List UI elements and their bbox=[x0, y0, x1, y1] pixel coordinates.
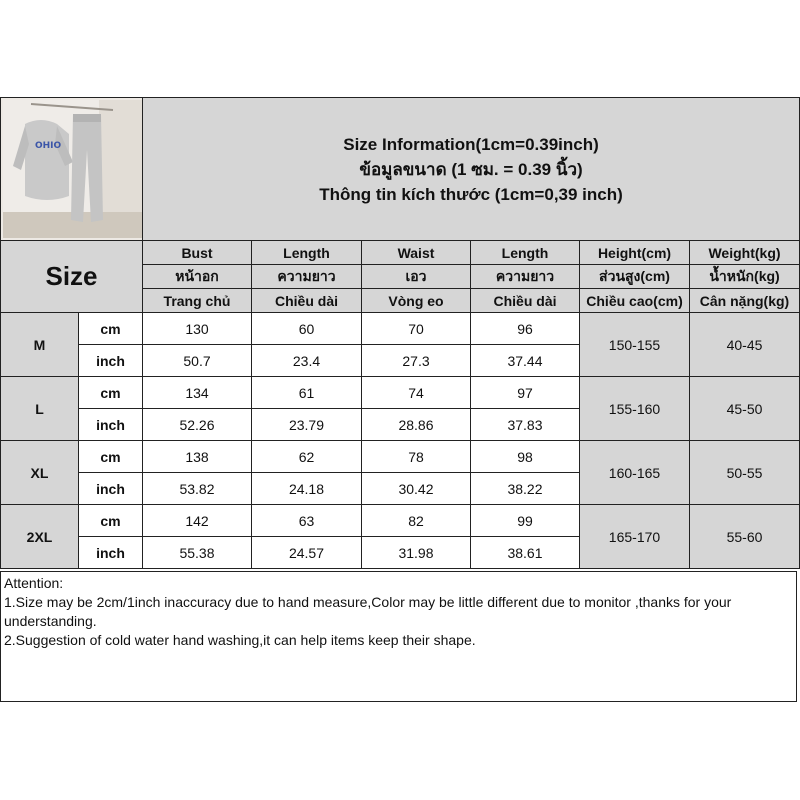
cell-length2-cm: 99 bbox=[471, 505, 580, 537]
size-label: M bbox=[1, 313, 79, 377]
size-label: 2XL bbox=[1, 505, 79, 569]
cell-bust-cm: 142 bbox=[143, 505, 252, 537]
col-header-vi: Chiều dài bbox=[252, 289, 362, 313]
cell-bust-cm: 130 bbox=[143, 313, 252, 345]
attention-heading: Attention: bbox=[4, 575, 64, 591]
unit-inch: inch bbox=[79, 409, 143, 441]
cell-length-cm: 61 bbox=[252, 377, 362, 409]
title-english: Size Information(1cm=0.39inch) bbox=[343, 134, 599, 154]
cell-length2-cm: 97 bbox=[471, 377, 580, 409]
col-header-th: ความยาว bbox=[471, 265, 580, 289]
cell-waist-inch: 27.3 bbox=[362, 345, 471, 377]
cell-height: 160-165 bbox=[580, 441, 690, 505]
unit-inch: inch bbox=[79, 473, 143, 505]
cell-waist-cm: 74 bbox=[362, 377, 471, 409]
col-header-vi: Chiều dài bbox=[471, 289, 580, 313]
cell-bust-inch: 50.7 bbox=[143, 345, 252, 377]
unit-inch: inch bbox=[79, 537, 143, 569]
cell-length2-cm: 98 bbox=[471, 441, 580, 473]
col-header-en: Weight(kg) bbox=[690, 241, 800, 265]
cell-waist-inch: 30.42 bbox=[362, 473, 471, 505]
cell-bust-inch: 52.26 bbox=[143, 409, 252, 441]
size-label: XL bbox=[1, 441, 79, 505]
attention-notes bbox=[0, 571, 797, 702]
cell-length2-inch: 37.83 bbox=[471, 409, 580, 441]
cell-bust-inch: 55.38 bbox=[143, 537, 252, 569]
col-header-vi: Vòng eo bbox=[362, 289, 471, 313]
table-row bbox=[1, 441, 800, 473]
title-vietnamese: Thông tin kích thước (1cm=0,39 inch) bbox=[319, 184, 623, 204]
table-row bbox=[1, 505, 800, 537]
cell-weight: 55-60 bbox=[690, 505, 800, 569]
size-table bbox=[0, 97, 800, 569]
cell-bust-cm: 134 bbox=[143, 377, 252, 409]
col-header-vi: Trang chủ bbox=[143, 289, 252, 313]
title-block bbox=[143, 98, 800, 241]
product-photo-cell bbox=[1, 98, 143, 241]
cell-height: 165-170 bbox=[580, 505, 690, 569]
cell-length-cm: 62 bbox=[252, 441, 362, 473]
cell-bust-cm: 138 bbox=[143, 441, 252, 473]
cell-height: 150-155 bbox=[580, 313, 690, 377]
size-label: L bbox=[1, 377, 79, 441]
cell-length-cm: 60 bbox=[252, 313, 362, 345]
col-header-th: เอว bbox=[362, 265, 471, 289]
col-header-en: Waist bbox=[362, 241, 471, 265]
table-row bbox=[1, 377, 800, 409]
cell-bust-inch: 53.82 bbox=[143, 473, 252, 505]
col-header-vi: Cân nặng(kg) bbox=[690, 289, 800, 313]
svg-text:OHIO: OHIO bbox=[35, 141, 62, 151]
col-header-th: ส่วนสูง(cm) bbox=[580, 265, 690, 289]
col-header-en: Length bbox=[252, 241, 362, 265]
unit-cm: cm bbox=[79, 377, 143, 409]
cell-waist-inch: 28.86 bbox=[362, 409, 471, 441]
size-header: Size bbox=[1, 241, 143, 313]
cell-weight: 45-50 bbox=[690, 377, 800, 441]
col-header-en: Bust bbox=[143, 241, 252, 265]
cell-length-inch: 24.18 bbox=[252, 473, 362, 505]
cell-height: 155-160 bbox=[580, 377, 690, 441]
cell-weight: 50-55 bbox=[690, 441, 800, 505]
col-header-en: Length bbox=[471, 241, 580, 265]
col-header-en: Height(cm) bbox=[580, 241, 690, 265]
attention-note-2: 2.Suggestion of cold water hand washing,it can help items keep their shape. bbox=[4, 632, 476, 648]
size-chart bbox=[0, 97, 799, 703]
cell-waist-inch: 31.98 bbox=[362, 537, 471, 569]
cell-waist-cm: 70 bbox=[362, 313, 471, 345]
cell-length2-inch: 38.22 bbox=[471, 473, 580, 505]
cell-length2-inch: 38.61 bbox=[471, 537, 580, 569]
col-header-th: ความยาว bbox=[252, 265, 362, 289]
cell-length-inch: 23.4 bbox=[252, 345, 362, 377]
product-photo-icon bbox=[3, 100, 142, 238]
table-row bbox=[1, 313, 800, 345]
col-header-th: หน้าอก bbox=[143, 265, 252, 289]
col-header-th: น้ำหนัก(kg) bbox=[690, 265, 800, 289]
cell-waist-cm: 82 bbox=[362, 505, 471, 537]
col-header-vi: Chiều cao(cm) bbox=[580, 289, 690, 313]
cell-length-inch: 24.57 bbox=[252, 537, 362, 569]
unit-cm: cm bbox=[79, 441, 143, 473]
cell-length2-cm: 96 bbox=[471, 313, 580, 345]
title-thai: ข้อมูลขนาด (1 ซม. = 0.39 นิ้ว) bbox=[359, 159, 583, 179]
cell-waist-cm: 78 bbox=[362, 441, 471, 473]
cell-length-inch: 23.79 bbox=[252, 409, 362, 441]
unit-cm: cm bbox=[79, 313, 143, 345]
attention-note-1: 1.Size may be 2cm/1inch inaccuracy due to hand measure,Color may be little different due to monitor ,thanks for your understanding. bbox=[4, 594, 732, 629]
cell-length2-inch: 37.44 bbox=[471, 345, 580, 377]
unit-cm: cm bbox=[79, 505, 143, 537]
cell-length-cm: 63 bbox=[252, 505, 362, 537]
cell-weight: 40-45 bbox=[690, 313, 800, 377]
unit-inch: inch bbox=[79, 345, 143, 377]
